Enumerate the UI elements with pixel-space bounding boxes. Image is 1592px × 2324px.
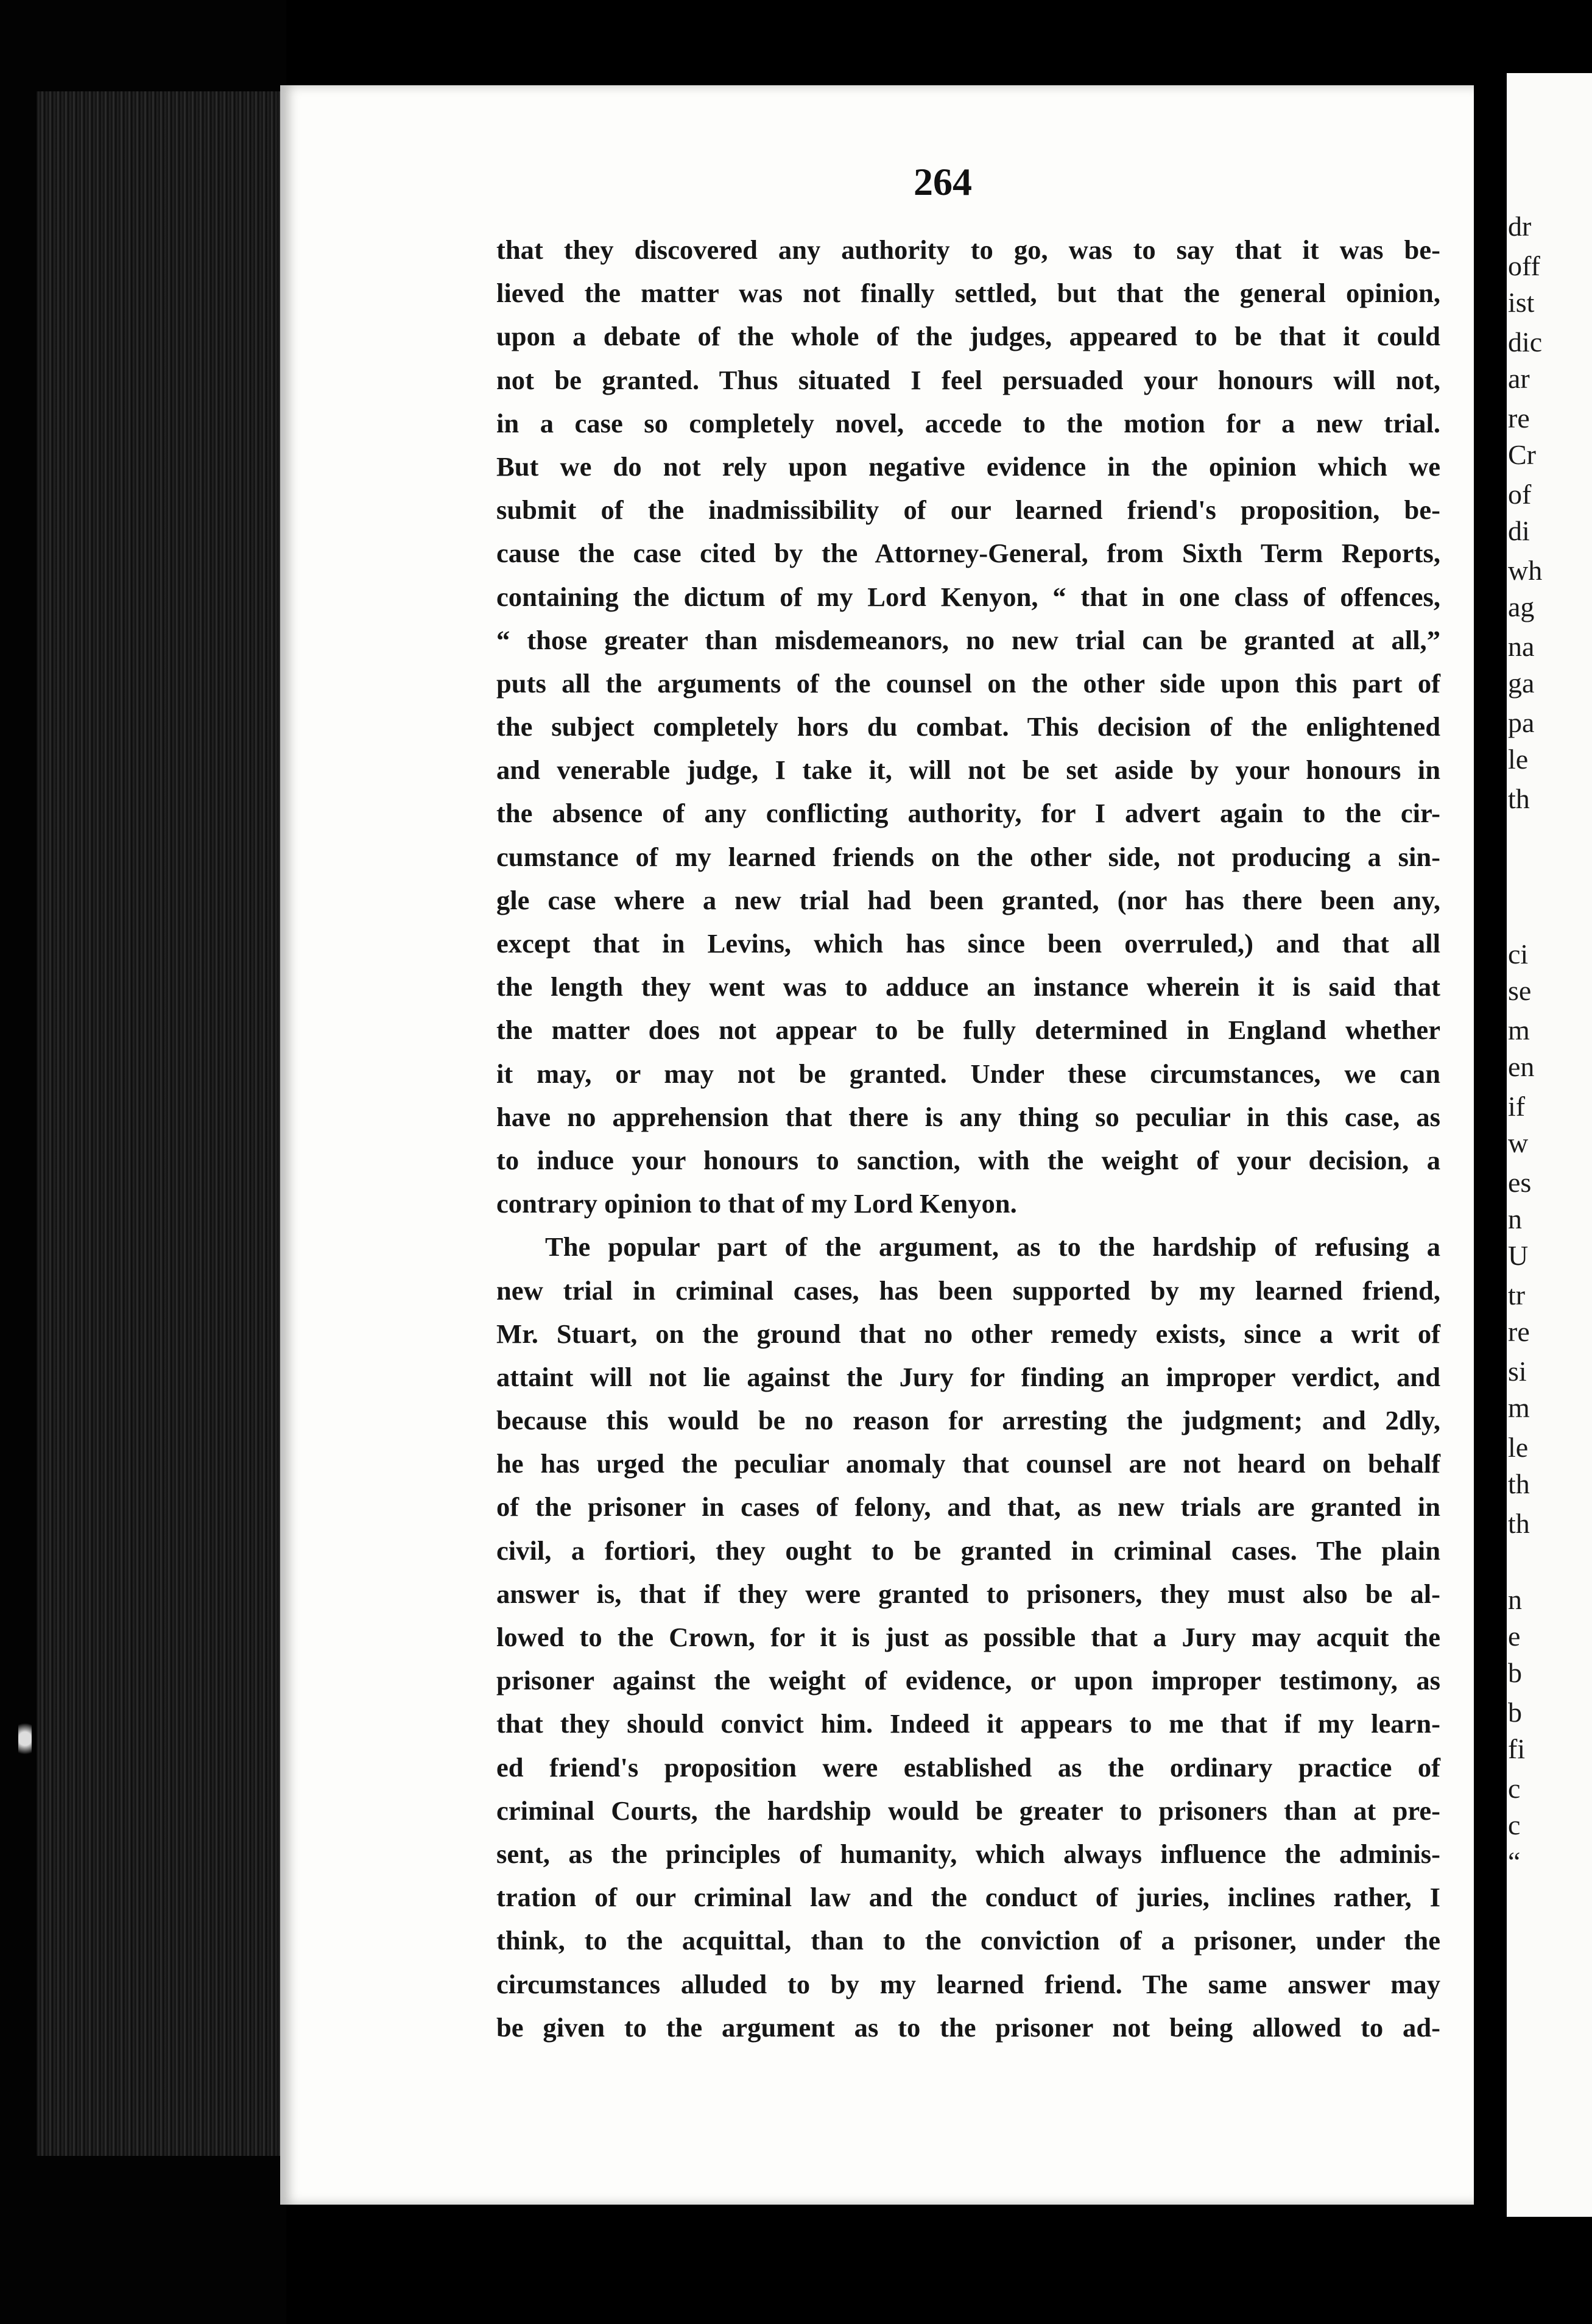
facing-page-fragment: di	[1508, 515, 1530, 546]
text-line: containing the dictum of my Lord Kenyon, “ that in one class of offences,	[496, 581, 1440, 612]
facing-page-fragment: m	[1508, 1015, 1530, 1046]
facing-page-fragment: se	[1508, 975, 1532, 1006]
text-line: sent, as the principles of humanity, which always influence the adminis-	[496, 1838, 1440, 1869]
text-line: cumstance of my learned friends on the other side, not producing a sin-	[496, 841, 1440, 872]
text-line: and venerable judge, I take it, will not be set aside by your honours in	[496, 755, 1440, 786]
page-body-text	[496, 228, 1440, 2049]
facing-page-fragment: re	[1508, 1316, 1530, 1347]
facing-page-fragment: le	[1508, 744, 1529, 775]
facing-page-fragment: m	[1508, 1392, 1530, 1423]
text-line: puts all the arguments of the counsel on the other side upon this part of	[496, 667, 1440, 699]
facing-page-fragment: dic	[1508, 326, 1543, 357]
text-line: not be granted. Thus situated I feel persuaded your honours will not,	[496, 364, 1440, 395]
facing-page-fragment: th	[1508, 1468, 1530, 1499]
text-line: the matter does not appear to be fully determined in England whether	[496, 1015, 1440, 1046]
facing-page-fragment: b	[1508, 1697, 1522, 1728]
text-line: of the prisoner in cases of felony, and that, as new trials are granted in	[496, 1491, 1440, 1523]
text-line: But we do not rely upon negative evidence in the opinion which we	[496, 451, 1440, 482]
text-line: Mr. Stuart, on the ground that no other remedy exists, since a writ of	[496, 1318, 1440, 1349]
facing-page-fragment: tr	[1508, 1280, 1526, 1311]
text-line: circumstances alluded to by my learned friend. The same answer may	[496, 1968, 1440, 1999]
facing-page-fragment: n	[1508, 1203, 1522, 1234]
facing-page-fragment: si	[1508, 1356, 1527, 1387]
text-line: the subject completely hors du combat. This decision of the enlightened	[496, 711, 1440, 742]
text-line: that they should convict him. Indeed it appears to me that if my learn-	[496, 1708, 1440, 1739]
facing-page-fragment: ag	[1508, 591, 1535, 622]
text-line: except that in Levins, which has since been overruled,) and that all	[496, 928, 1440, 959]
page-number: 264	[914, 160, 972, 203]
facing-page-fragment: e	[1508, 1621, 1521, 1652]
facing-page-fragment: if	[1508, 1091, 1526, 1122]
text-line: it may, or may not be granted. Under these circumstances, we can	[496, 1058, 1440, 1089]
text-line: have no apprehension that there is any thing so peculiar in this case, as	[496, 1101, 1440, 1132]
text-line: “ those greater than misdemeanors, no new trial can be granted at all,”	[496, 624, 1440, 655]
text-line: lowed to the Crown, for it is just as possible that a Jury may acquit the	[496, 1622, 1440, 1652]
facing-page-edge	[1507, 73, 1592, 2217]
facing-page-fragment: w	[1508, 1127, 1529, 1158]
text-line: criminal Courts, the hardship would be greater to prisoners than at pre-	[496, 1795, 1440, 1826]
facing-page-fragment: U	[1508, 1240, 1529, 1271]
facing-page-fragment: en	[1508, 1051, 1535, 1082]
facing-page-fragment: “	[1508, 1846, 1521, 1877]
facing-page-fragment: ist	[1508, 287, 1535, 318]
facing-page-fragment: es	[1508, 1167, 1532, 1198]
facing-page-fragment: th	[1508, 783, 1530, 814]
text-line: cause the case cited by the Attorney-General, from Sixth Term Reports,	[496, 538, 1440, 569]
text-line: in a case so completely novel, accede to the motion for a new trial.	[496, 407, 1440, 438]
text-line: civil, a fortiori, they ought to be granted in criminal cases. The plain	[496, 1535, 1440, 1566]
text-line: attaint will not lie against the Jury for finding an improper verdict, and	[496, 1361, 1440, 1392]
text-line: because this would be no reason for arresting the judgment; and 2dly,	[496, 1405, 1440, 1436]
facing-page-fragment: pa	[1508, 707, 1535, 738]
text-line: prisoner against the weight of evidence, or upon improper testimony, as	[496, 1665, 1440, 1696]
facing-page-fragment: wh	[1508, 555, 1543, 586]
text-line: to induce your honours to sanction, with the weight of your decision, a	[496, 1144, 1440, 1175]
text-line: the length they went was to adduce an instance wherein it is said that	[496, 971, 1440, 1002]
facing-page-fragment: na	[1508, 631, 1535, 662]
facing-page-fragment: of	[1508, 479, 1532, 510]
facing-page-fragment: ga	[1508, 667, 1535, 699]
text-line: that they discovered any authority to go, was to say that it was be-	[496, 234, 1440, 265]
text-line: new trial in criminal cases, has been supported by my learned friend,	[496, 1275, 1440, 1306]
facing-page-fragment: dr	[1508, 211, 1532, 242]
facing-page-fragment: le	[1508, 1432, 1529, 1463]
facing-page-fragment: fi	[1508, 1733, 1526, 1764]
text-line: gle case where a new trial had been granted, (nor has there been any,	[496, 884, 1440, 915]
facing-page-fragment: c	[1508, 1809, 1521, 1840]
text-line: be given to the argument as to the prisoner not being allowed to ad-	[496, 2012, 1440, 2043]
facing-page-fragment: off	[1508, 250, 1540, 281]
text-line: tration of our criminal law and the conduct of juries, inclines rather, I	[496, 1882, 1440, 1913]
page-edges-gutter	[37, 91, 286, 2156]
facing-page-fragment: ar	[1508, 363, 1530, 394]
text-line: contrary opinion to that of my Lord Kenyon.	[496, 1188, 1017, 1219]
facing-page-fragment: c	[1508, 1773, 1521, 1804]
facing-page-fragment: th	[1508, 1508, 1530, 1539]
scan-speck	[18, 1717, 32, 1760]
text-line: he has urged the peculiar anomaly that counsel are not heard on behalf	[496, 1448, 1440, 1479]
text-line: The popular part of the argument, as to the hardship of refusing a	[545, 1231, 1440, 1262]
facing-page-fragment: ci	[1508, 938, 1529, 970]
text-line: answer is, that if they were granted to prisoners, they must also be al-	[496, 1578, 1440, 1609]
text-line: submit of the inadmissibility of our learned friend's proposition, be-	[496, 495, 1440, 526]
text-line: lieved the matter was not finally settled, but that the general opinion,	[496, 278, 1440, 309]
facing-page-fragment: re	[1508, 403, 1530, 434]
facing-page-fragment: n	[1508, 1584, 1522, 1615]
text-line: upon a debate of the whole of the judges, appeared to be that it could	[496, 321, 1440, 352]
facing-page-fragment: Cr	[1508, 439, 1536, 470]
text-line: the absence of any conflicting authority, for I advert again to the cir-	[496, 798, 1440, 829]
facing-page-fragment: b	[1508, 1657, 1522, 1688]
text-line: ed friend's proposition were established as the ordinary practice of	[496, 1752, 1440, 1783]
text-line: think, to the acquittal, than to the conviction of a prisoner, under the	[496, 1925, 1440, 1956]
